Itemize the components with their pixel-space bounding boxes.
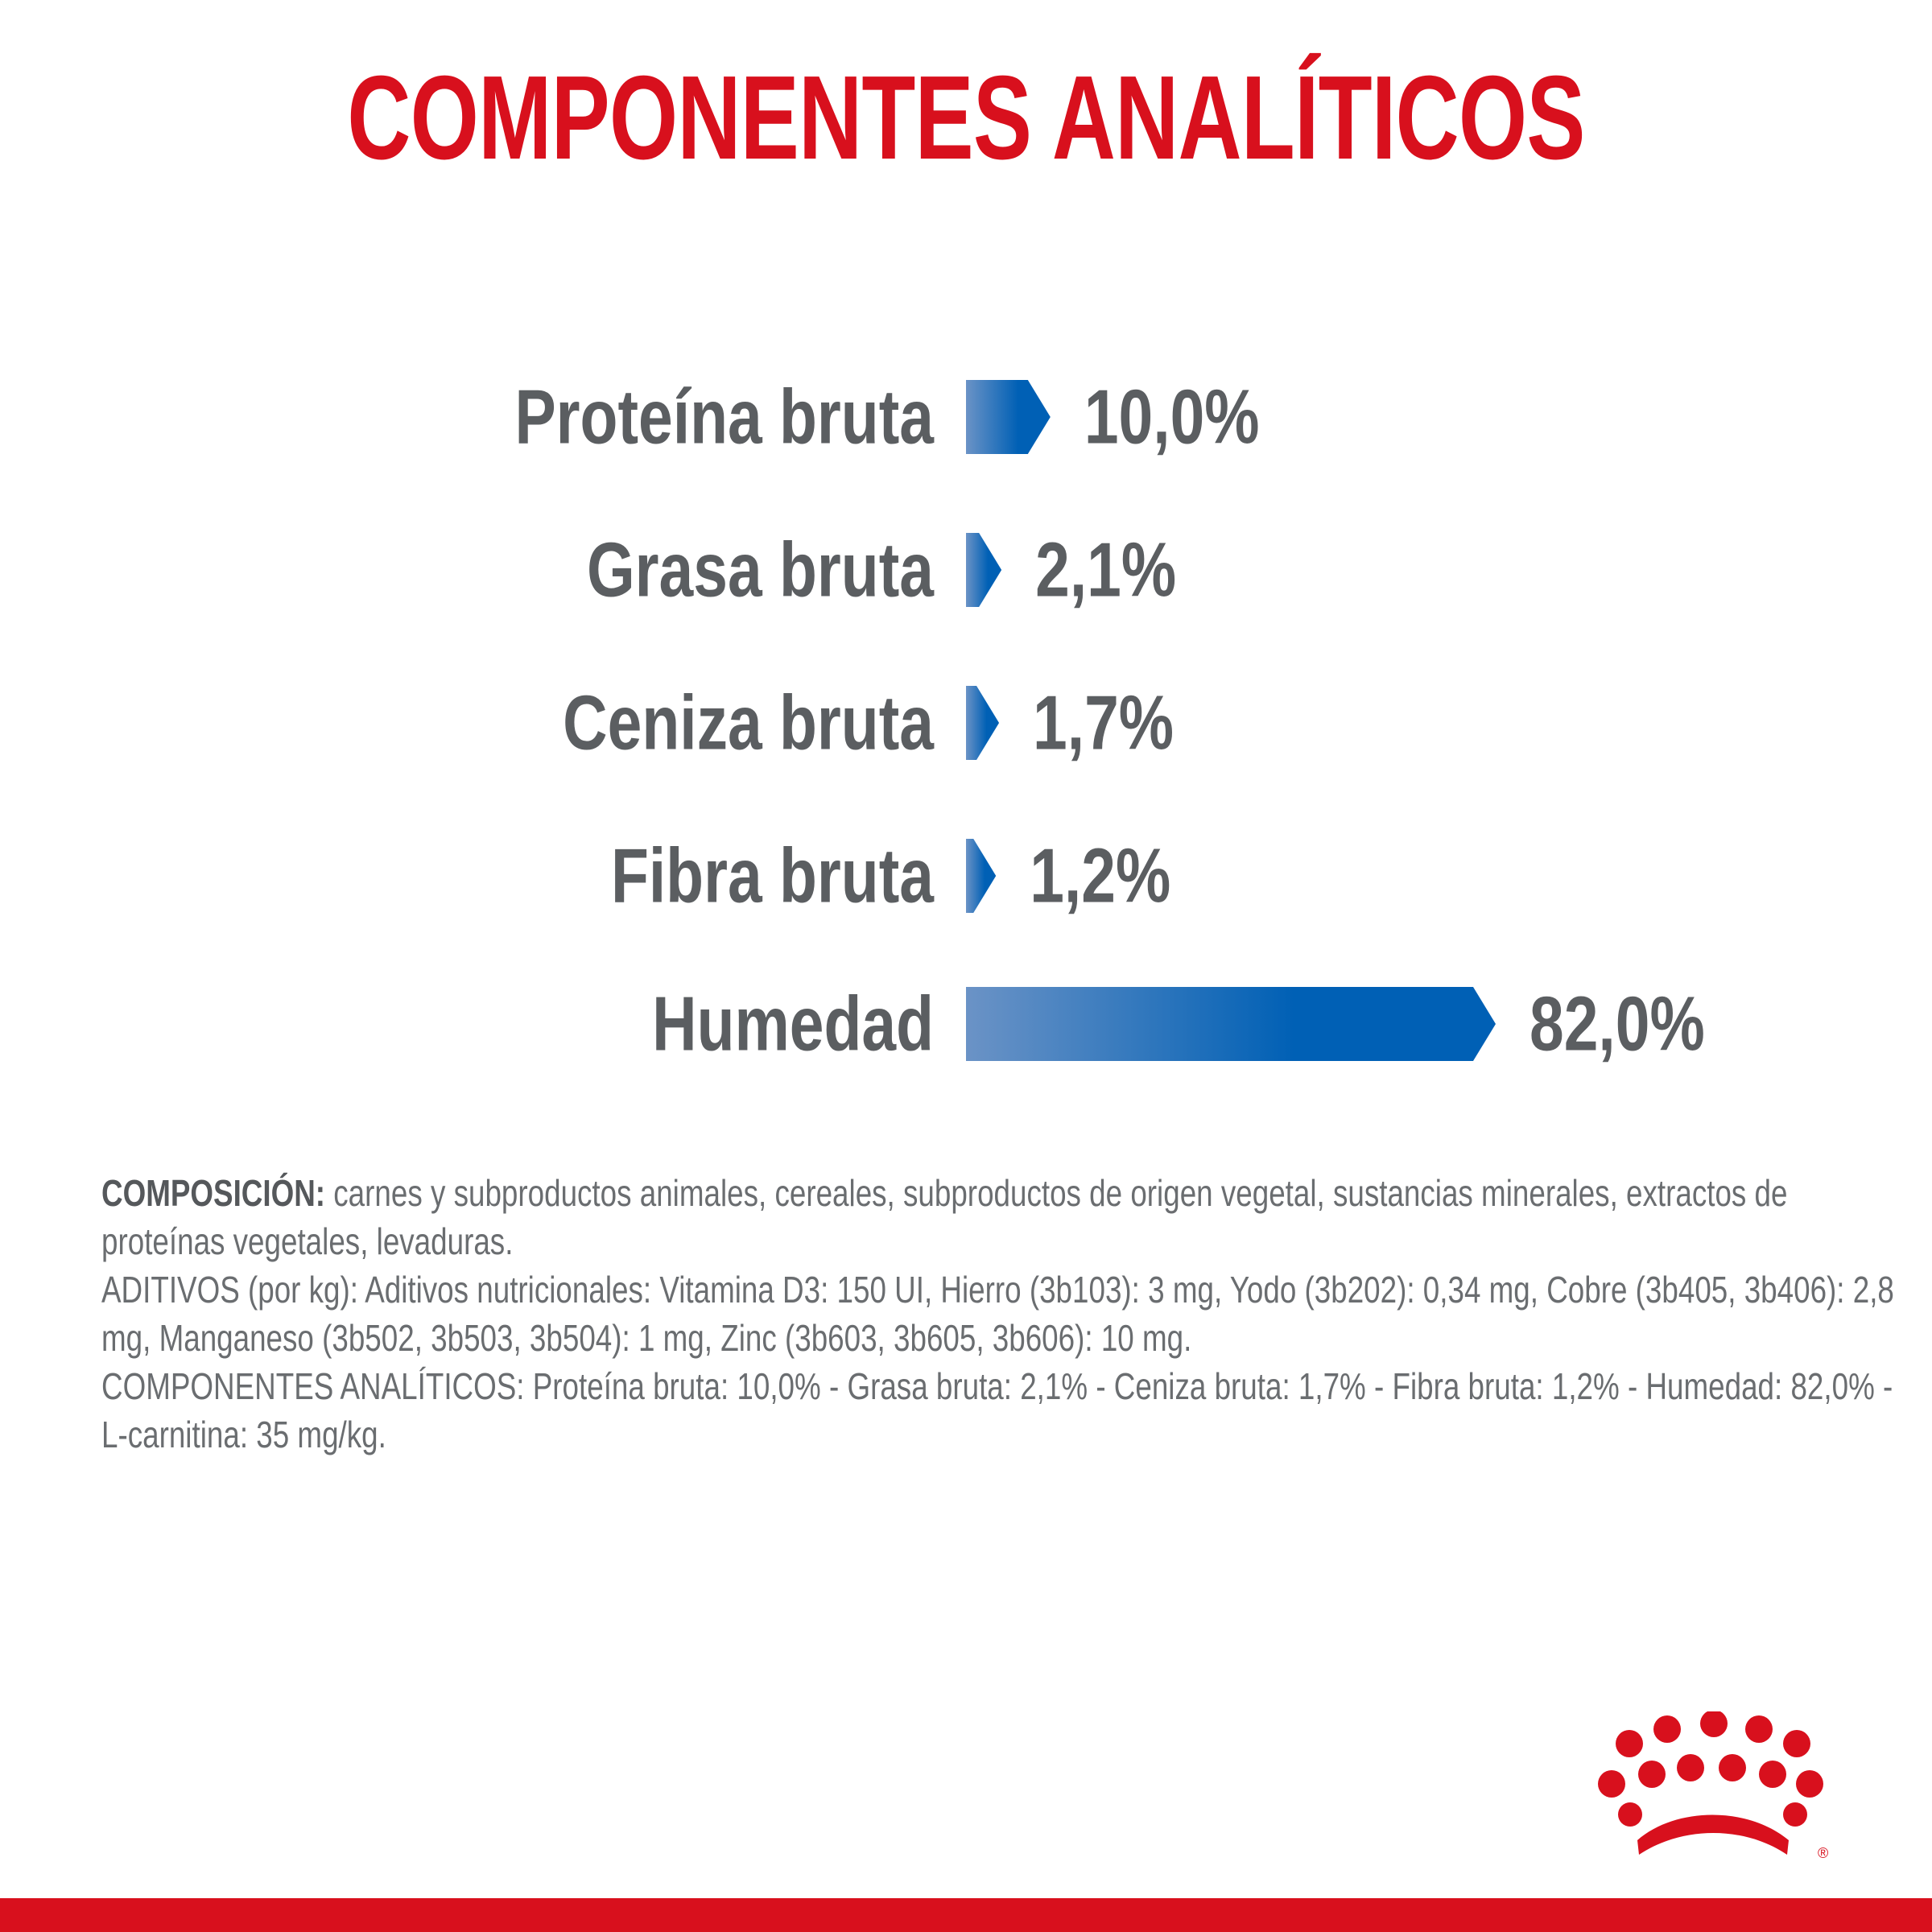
value-label: 1,2% (1030, 832, 1171, 919)
additives-text: ADITIVOS (por kg): Aditivos nutricionales: Vitamina D3: 150 UI, Hierro (3b103): 3 mg, Yodo (3b202): 0,34 mg, Cobre (3b405, 3b406): 2,8 mg, Manganeso (3b502, 3b503, 3b504): 1 mg, Zinc (3b603, 3b605, 3b606): 10 mg. (101, 1269, 1894, 1359)
value-label: 10,0% (1084, 374, 1260, 460)
category-label: Fibra bruta (610, 832, 934, 919)
registered-mark: ® (1818, 1845, 1829, 1861)
category-label: Grasa bruta (586, 526, 934, 613)
bar (966, 686, 999, 760)
value-label: 2,1% (1035, 526, 1177, 613)
bottom-brand-bar (0, 1898, 1932, 1932)
composition-label: COMPOSICIÓN: (101, 1172, 326, 1214)
page-title: COMPONENTES ANALÍTICOS (347, 52, 1585, 184)
bar (966, 839, 996, 913)
bar (966, 380, 1051, 454)
category-label: Humedad (652, 980, 934, 1067)
composition-body: carnes y subproductos animales, cereales, subproductos de origen vegetal, sustancias minerales, extractos de proteínas vegetales, levaduras. (101, 1172, 1788, 1262)
value-label: 82,0% (1530, 980, 1705, 1067)
category-label: Proteína bruta (514, 374, 934, 460)
royal-canin-crown-icon (1587, 1711, 1845, 1872)
bar (966, 987, 1496, 1061)
category-label: Ceniza bruta (563, 679, 934, 766)
analytical-components-text: COMPONENTES ANALÍTICOS: Proteína bruta: 10,0% - Grasa bruta: 2,1% - Ceniza bruta: 1,7% - Fibra bruta: 1,2% - Humedad: 82,0% - L-carnitina: 35 mg/kg. (101, 1365, 1893, 1455)
value-label: 1,7% (1033, 679, 1174, 766)
composition-text (101, 1169, 1918, 1459)
bar (966, 533, 1001, 607)
